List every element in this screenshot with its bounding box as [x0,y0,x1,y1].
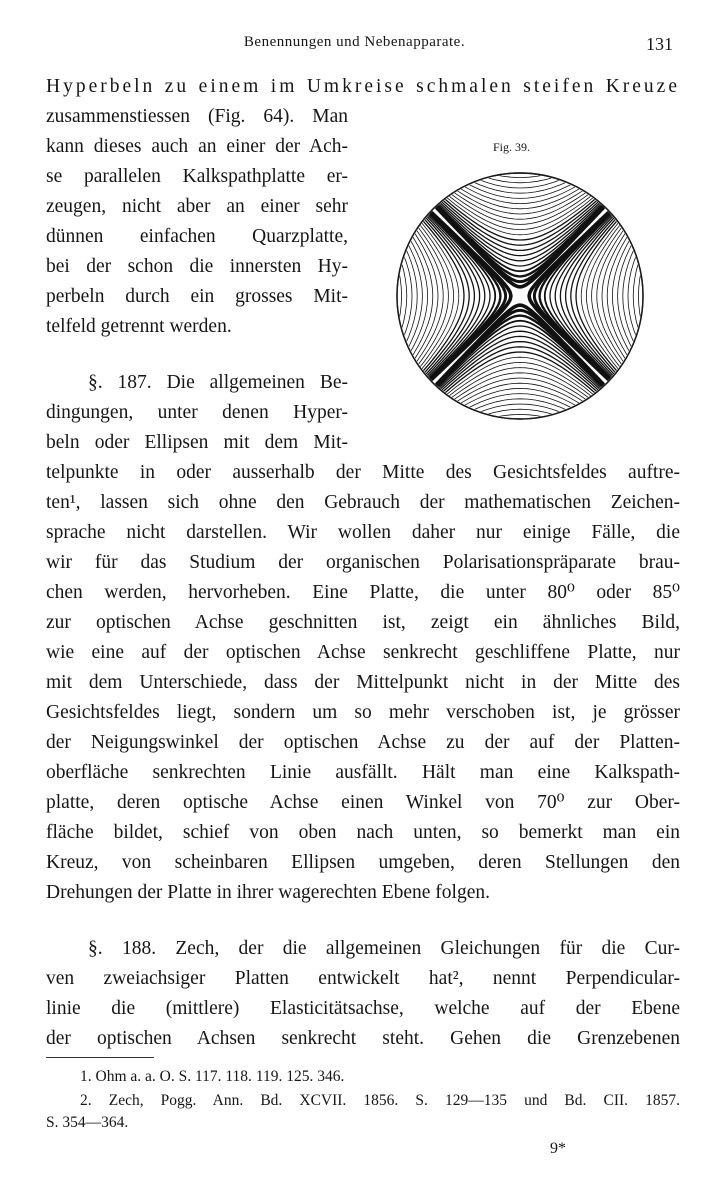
running-head [0,34,709,58]
text-line: der optischen Achsen senkrecht steht. Gehen die Grenzebenen [46,1028,680,1049]
figure [385,140,655,430]
text-line: fläche bildet, schief von oben nach unten, so bemerkt man ein [46,822,680,843]
page-number: 131 [646,34,673,54]
footnote: 2. Zech, Pogg. Ann. Bd. XCVII. 1856. S. 129—135 und Bd. CII. 1857. [80,1092,680,1109]
text-line: kann dieses auch an einer der Ach- [46,136,348,157]
text-line: zur optischen Achse geschnitten ist, zeigt ein ähnliches Bild, [46,612,680,633]
text-line: ven zweiachsiger Platten entwickelt hat², nennt Perpendicular- [46,968,680,989]
text-line: ten¹, lassen sich ohne den Gebrauch der mathematischen Zeichen- [46,492,680,513]
text-line: dünnen einfachen Quarzplatte, [46,226,348,247]
figure-caption: Fig. 39. [493,140,531,154]
text-line: telpunkte in oder ausserhalb der Mitte des Gesichtsfeldes auftre- [46,462,680,483]
text-line: telfeld getrennt werden. [46,316,232,337]
text-line: beln oder Ellipsen mit dem Mit- [46,432,348,453]
footnote: 1. Ohm a. a. O. S. 117. 118. 119. 125. 346. [80,1068,345,1085]
section-start-line: §. 187. Die allgemeinen Be- [88,372,348,393]
signature-mark: 9* [550,1140,566,1157]
text-line: dingungen, unter denen Hyper- [46,402,348,423]
section-start-line: §. 188. Zech, der die allgemeinen Gleichungen für die Cur- [88,938,680,959]
text-line: der Neigungswinkel der optischen Achse zu der auf der Platten- [46,732,680,753]
text-line: wir für das Studium der organischen Polarisationspräparate brau- [46,552,680,573]
text-line: platte, deren optische Achse einen Winkel von 70⁰ zur Ober- [46,792,680,813]
text-line: sprache nicht darstellen. Wir wollen daher nur einige Fälle, die [46,522,680,543]
text-line: wie eine auf der optischen Achse senkrecht geschliffene Platte, nur [46,642,680,663]
hyperbola-interference-figure-icon [385,168,655,430]
text-line: chen werden, hervorheben. Eine Platte, die unter 80⁰ oder 85⁰ [46,582,680,603]
text-line: se parallelen Kalkspathplatte er- [46,166,348,187]
footnote-rule [46,1057,154,1058]
text-line: mit dem Unterschiede, dass der Mittelpunkt nicht in der Mitte des [46,672,680,693]
text-line: bei der schon die innersten Hy- [46,256,348,277]
text-line: Kreuz, von scheinbaren Ellipsen umgeben, deren Stellungen den [46,852,680,873]
text-line: perbeln durch ein grosses Mit- [46,286,348,307]
footnote-continuation: S. 354—364. [46,1114,129,1131]
text-line: zusammenstiessen (Fig. 64). Man [46,106,348,127]
running-title: Benennungen und Nebenapparate. [243,34,466,50]
text-line: Hyperbeln zu einem im Umkreise schmalen steifen Kreuze [46,76,680,97]
text-line: linie die (mittlere) Elasticitätsachse, welche auf der Ebene [46,998,680,1019]
text-line: oberfläche senkrechten Linie ausfällt. Hält man eine Kalkspath- [46,762,680,783]
text-line: Drehungen der Platte in ihrer wagerechten Ebene folgen. [46,882,490,903]
text-line: Gesichtsfeldes liegt, sondern um so mehr verschoben ist, je grösser [46,702,680,723]
text-line: zeugen, nicht aber an einer sehr [46,196,348,217]
